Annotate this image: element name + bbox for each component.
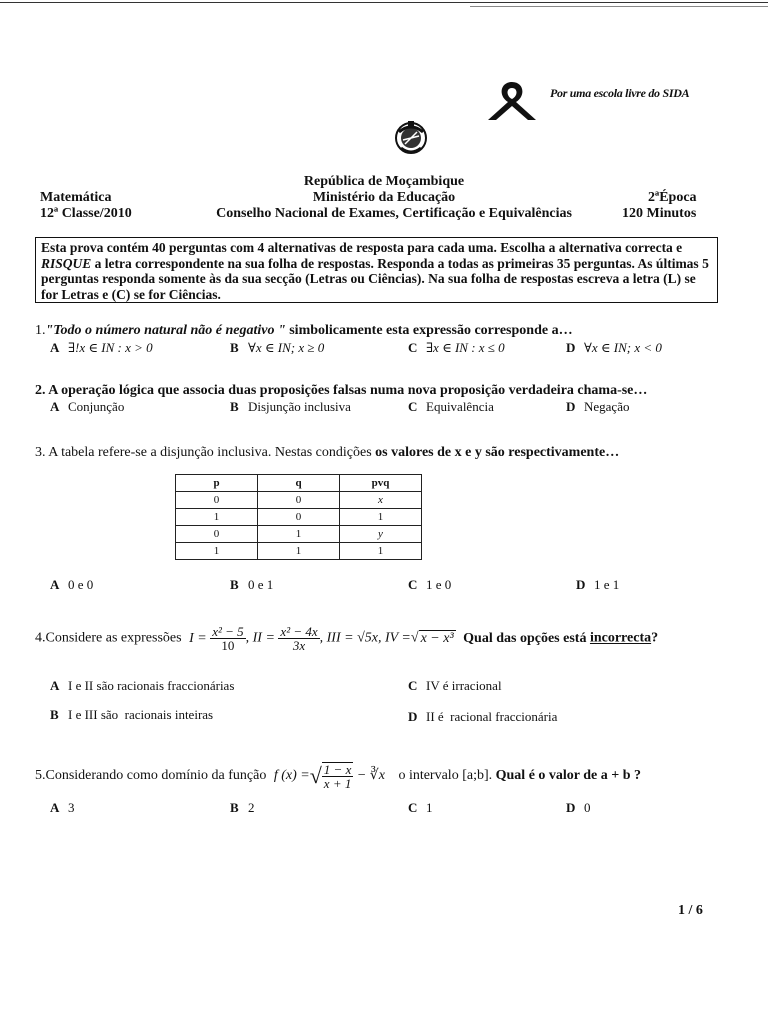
q4-option-c[interactable] [408,678,502,694]
option-letter: D [566,340,576,355]
q3-option-b[interactable] [230,577,273,593]
question-5-middle: o intervalo [a;b]. [398,768,493,783]
question-1-quote: "Todo o número natural não é negativo " [45,323,286,338]
q2-option-c[interactable] [408,399,494,415]
fraction-numerator: x² − 5 [212,624,244,639]
q5-option-c[interactable] [408,800,433,816]
option-letter: C [408,800,418,815]
q1-option-a[interactable] [50,340,153,356]
question-4-end: ? [651,630,659,646]
q4-option-a[interactable] [50,678,234,694]
option-text: 2 [248,800,255,815]
option-text: ∃!x ∈ IN : x > 0 [68,340,153,355]
option-letter: C [408,678,418,693]
q5-option-d[interactable] [566,800,591,816]
option-text: ∃x ∈ IN : x ≤ 0 [426,340,505,355]
header-duration: 120 Minutos [622,206,697,221]
top-border-line-2 [470,6,768,7]
option-letter: A [50,678,60,693]
option-letter: D [566,399,576,414]
fraction-numerator: 1 − x [323,762,352,777]
table-header-row [176,475,422,492]
option-letter: B [230,340,239,355]
expr-i-fraction [210,625,245,652]
question-4-question: Qual das opções está [463,630,590,646]
table-cell: 0 [176,526,258,543]
question-5-question: Qual é o valor de a + b ? [492,768,642,783]
q2-option-d[interactable] [566,399,629,415]
option-text: I e III são racionais inteiras [68,707,214,722]
q2-option-a[interactable] [50,399,124,415]
option-letter: D [576,577,586,592]
option-text: ∀x ∈ IN; x < 0 [584,340,662,355]
question-1-text: simbolicamente esta expressão corresponde a… [285,323,573,338]
option-letter: A [50,577,60,592]
expr-ii-label: , II = [245,630,275,646]
question-5-intro: 5.Considerando como domínio da função [35,768,267,783]
q5-option-b[interactable] [230,800,255,816]
option-text: 0 e 0 [68,577,94,592]
q4-option-d[interactable] [408,709,557,725]
fraction-numerator: x² − 4x [280,624,318,639]
option-letter: C [408,577,418,592]
question-4-underlined: incorrecta [589,630,652,646]
table-row [176,543,422,560]
table-header: q [258,475,340,492]
expr-iii-iv: , III = √5x, IV = [319,630,411,646]
instructions-emphasis: RISQUE [41,255,92,271]
option-text: ∀x ∈ IN; x ≥ 0 [248,340,325,355]
question-2-text: 2. A operação lógica que associa duas proposições falsas numa nova proposição verdadeira chama-se… [35,383,648,398]
q4-option-b[interactable] [50,707,213,723]
q3-option-a[interactable] [50,577,93,593]
question-1 [35,323,573,339]
option-text: IV é irracional [426,678,502,693]
instructions-box [35,237,718,303]
table-cell: 1 [340,543,422,560]
question-4: 4.Considere as expressões I = $\frac{\text{x² − 5}}{10}$ , II = $\frac{\text{x² − 4x}}{3x}$ , III = √5x, IV =√ x − x³ Qual das opções está incorrecta? [35,624,659,653]
function-tail: − ∛x [356,768,385,783]
question-3-text-bold: os valores de x e y são respectivamente… [375,445,620,460]
table-cell: 1 [176,543,258,560]
table-row [176,492,422,509]
table-cell: 1 [176,509,258,526]
fraction-denominator: 3x [292,638,306,653]
question-3 [35,445,619,461]
table-row [176,526,422,543]
q1-option-b[interactable] [230,340,324,356]
option-text: Negação [584,399,630,414]
question-3-text: 3. A tabela refere-se a disjunção inclusiva. Nestas condições [35,445,376,460]
option-letter: C [408,399,418,414]
option-text: 1 [426,800,433,815]
header-season: 2ªÉpoca [648,190,697,205]
option-text: 3 [68,800,75,815]
option-letter: B [230,800,239,815]
option-letter: A [50,340,60,355]
option-letter: B [230,399,239,414]
expr-iv-radicand: x − x³ [420,630,454,646]
q3-option-c[interactable] [408,577,451,593]
truth-table [175,474,422,560]
header-council: Conselho Nacional de Exames, Certificação e Equivalências [216,206,572,221]
header-grade: 12ª Classe/2010 [40,206,132,221]
table-cell: x [340,492,422,509]
option-text: 1 e 0 [426,577,452,592]
question-1-number: 1. [35,323,46,338]
expr-ii-fraction [278,625,319,652]
table-cell: y [340,526,422,543]
option-letter: A [50,399,60,414]
table-cell: 0 [258,509,340,526]
mozambique-emblem-icon [391,118,431,163]
table-row [176,509,422,526]
option-text: Conjunção [68,399,125,414]
q2-option-b[interactable] [230,399,351,415]
option-letter: C [408,340,418,355]
header-subject: Matemática [40,190,112,205]
function-label: f (x) = [273,768,310,783]
option-text: 0 [584,800,591,815]
aids-ribbon-icon [482,78,542,127]
table-cell: 1 [258,526,340,543]
table-cell: 1 [258,543,340,560]
option-letter: B [50,707,59,722]
question-5: 5.Considerando como domínio da função f (x) =√ $\frac{1 - x}{x + 1}$ − ∛x o intervalo [a;b]. Qual é o valor de a + b ? [35,762,642,791]
header-ministry: Ministério da Educação [312,190,456,205]
table-cell: 1 [340,509,422,526]
option-letter: D [566,800,576,815]
option-text: II é racional fraccionária [426,709,558,724]
option-text: 0 e 1 [248,577,274,592]
question-4-intro: 4.Considere as expressões [35,630,182,646]
q1-option-c[interactable] [408,340,505,356]
option-text: 1 e 1 [594,577,620,592]
fraction-denominator: x + 1 [323,776,352,791]
table-header: pvq [340,475,422,492]
q3-option-d[interactable] [576,577,619,593]
instructions-text-2: a letra correspondente na sua folha de respostas. Responda a todas as primeiras 35 perguntas. As últimas 5 perguntas responda somente às da sua secção (Letras ou Ciências). Na sua folha de respostas escreva a letra (L) se for Letras e (C) se for Ciências. [41,255,709,302]
page-number: 1 / 6 [678,903,703,918]
q1-option-d[interactable] [566,340,662,356]
option-letter: D [408,709,418,724]
fraction-denominator: 10 [221,638,235,653]
table-cell: 0 [176,492,258,509]
instructions-text-1: Esta prova contém 40 perguntas com 4 alternativas de resposta para cada uma. Escolha a alternativa correcta e [41,240,683,255]
header-country: República de Moçambique [303,174,465,189]
option-letter: A [50,800,60,815]
top-border-line [0,2,768,3]
table-header: p [176,475,258,492]
option-text: Disjunção inclusiva [248,399,351,414]
header-slogan: Por uma escola livre do SIDA [550,86,690,100]
option-letter: B [230,577,239,592]
option-text: I e II são racionais fraccionárias [68,678,235,693]
q5-option-a[interactable] [50,800,75,816]
function-fraction [322,762,354,790]
table-cell: 0 [258,492,340,509]
expr-i-label: I = [189,630,207,646]
option-text: Equivalência [426,399,494,414]
